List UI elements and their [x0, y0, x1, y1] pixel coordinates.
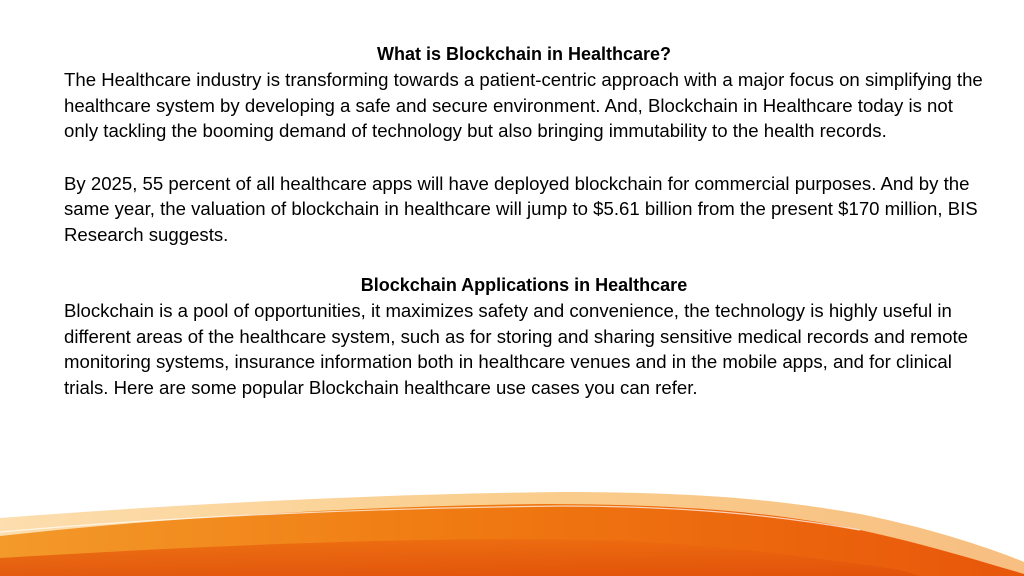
applications-paragraph: Blockchain is a pool of opportunities, it maximizes safety and convenience, the technology is highly useful in different areas of the healthcare system, such as for storing and sharing sensitive medical records and remote monitoring systems, insurance information both in healthcare venues and in the mobile apps, and for clinical trials. Here are some popular Blockchain healthcare use cases you can refer.	[64, 300, 968, 398]
statistics-paragraph: By 2025, 55 percent of all healthcare apps will have deployed blockchain for commercial purposes. And by the same year, the valuation of blockchain in healthcare will jump to $5.61 billion from the present $170 million, BIS Research suggests.	[64, 172, 978, 245]
slide-content	[64, 42, 984, 400]
section-heading-what-is-blockchain: What is Blockchain in Healthcare?	[376, 44, 672, 64]
intro-paragraph: The Healthcare industry is transforming towards a patient-centric approach with a major focus on simplifying the healthcare system by developing a safe and secure environment. And, Blockchain in Healthcare today is not only tackling the booming demand of technology but also bringing immutability to the health records.	[64, 69, 983, 141]
section-heading-applications: Blockchain Applications in Healthcare	[360, 275, 688, 295]
spacer	[64, 144, 984, 171]
orange-wave-decoration	[0, 466, 1024, 576]
spacer	[64, 247, 984, 273]
